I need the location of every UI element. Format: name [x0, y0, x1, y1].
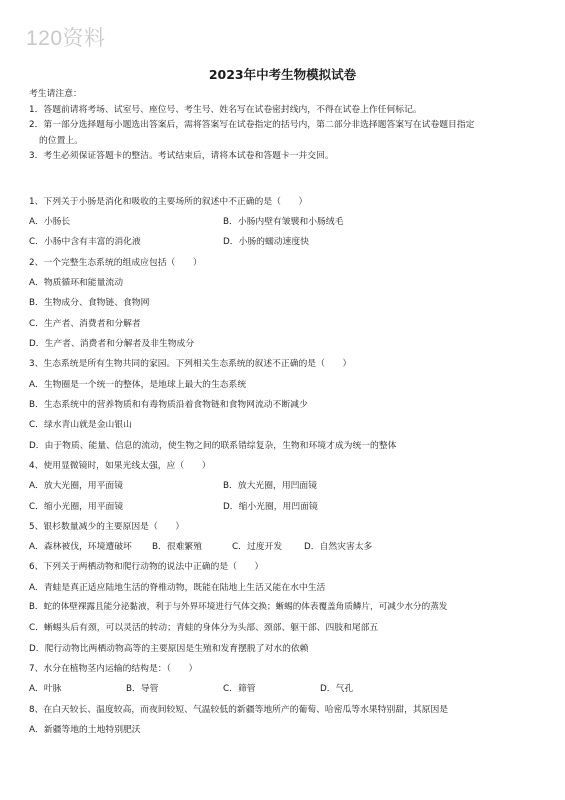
question-1-option-d: D．小肠的蠕动速度快 — [223, 237, 309, 247]
question-2-option-c: C．生产者、消费者和分解者 — [29, 319, 141, 329]
notice-block — [29, 87, 539, 165]
notice-item: 1．答题前请将考场、试室号、座位号、考生号、姓名写在试卷密封线内，不得在试卷上作任何标记。 — [29, 104, 422, 115]
page-title: 2023年中考生物模拟试卷 — [208, 67, 357, 82]
question-1-option-c: C．小肠中含有丰富的消化液 — [29, 237, 141, 247]
question-6-option-c: C．蜥蜴头后有颈，可以灵活的转动；青蛙的身体分为头部、颈部、躯干部、四肢和尾部五 — [29, 623, 379, 633]
question-4-stem: 4、使用显微镜时，如果光线太强，应（ ） — [29, 461, 211, 471]
question-2-option-a: A．物质循环和能量流动 — [29, 278, 123, 288]
notice-item: 3．考生必须保证答题卡的整洁。考试结束后，请将本试卷和答题卡一并交回。 — [29, 151, 334, 161]
question-8-stem: 8、在白天较长、温度较高，而夜间较短、气温较低的新疆等地所产的葡萄、哈密瓜等水果特别甜，其原因是 — [29, 705, 449, 715]
question-2-stem: 2、一个完整生态系统的组成应包括（ ） — [29, 258, 202, 268]
question-7-option-a: A．叶脉 — [29, 684, 62, 694]
question-8-option-a: A．新疆等地的土地特别肥沃 — [29, 725, 141, 735]
question-5-option-b: B．很难繁殖 — [152, 542, 203, 552]
question-7-option-d: D．气孔 — [320, 684, 354, 694]
question-3-option-d: D．由于物质、能量、信息的流动，使生物之间的联系错综复杂，生物和环境才成为统一的整体 — [29, 441, 397, 451]
question-5-option-d: D．自然灾害太多 — [304, 542, 373, 552]
question-5-option-a: A．森林被伐，环境遭破坏 — [29, 542, 132, 552]
question-3-option-a: A．生物圈是一个统一的整体，是地球上最大的生态系统 — [29, 380, 247, 390]
question-6-option-a: A．青蛙是真正适应陆地生活的脊椎动物，既能在陆地上生活又能在水中生活 — [29, 583, 326, 593]
question-6-stem: 6、下列关于两栖动物和爬行动物的说法中正确的是（ ） — [29, 562, 264, 572]
question-2-option-b: B．生物成分、食物链、食物网 — [29, 298, 150, 308]
question-1-stem: 1、下列关于小肠是消化和吸收的主要场所的叙述中不正确的是（ ） — [29, 197, 308, 207]
question-6-option-b: B．蛇的体壁裸露且能分泌黏液，利于与外界环境进行气体交换；蜥蜴的体表覆盖角质鳞片，可减少水分的蒸发 — [29, 602, 448, 612]
question-7-option-c: C．筛管 — [223, 684, 256, 694]
watermark: 120资料 — [26, 27, 106, 50]
question-4-option-d: D．缩小光圈，用凹面镜 — [223, 502, 318, 512]
notice-item: 2．第一部分选择题每小题选出答案后，需将答案写在试卷指定的括号内，第二部分非选择题答案写在试卷题目指定 — [29, 120, 475, 130]
question-7-option-b: B．导管 — [126, 684, 159, 694]
question-7-stem: 7、水分在植物茎内运输的结构是：（ ） — [29, 664, 198, 674]
question-2-option-d: D．生产者、消费者和分解者及非生物成分 — [29, 339, 195, 349]
notice-heading: 考生请注意： — [29, 89, 82, 99]
question-6-option-d: D．爬行动物比两栖动物高等的主要原因是生殖和发育摆脱了对水的依赖 — [29, 644, 309, 654]
question-1-option-a: A．小肠长 — [29, 217, 71, 227]
question-1-option-b: B．小肠内壁有皱襞和小肠绒毛 — [223, 217, 344, 227]
question-5-stem: 5、银杉数量减少的主要原因是（ ） — [29, 522, 185, 532]
question-3-option-c: C．绿水青山就是金山银山 — [29, 420, 132, 430]
notice-item: 的位置上。 — [39, 135, 83, 146]
question-3-option-b: B．生态系统中的营养物质和有毒物质沿着食物链和食物网流动不断减少 — [29, 400, 308, 410]
question-4-option-a: A．放大光圈，用平面镜 — [29, 481, 123, 491]
question-4-option-b: B．放大光圈，用凹面镜 — [223, 481, 318, 491]
question-3-stem: 3、生态系统是所有生物共同的家园。下列相关生态系统的叙述不正确的是（ ） — [29, 359, 352, 369]
question-5-option-c: C．过度开发 — [232, 542, 283, 552]
question-4-option-c: C．缩小光圈，用平面镜 — [29, 502, 124, 512]
